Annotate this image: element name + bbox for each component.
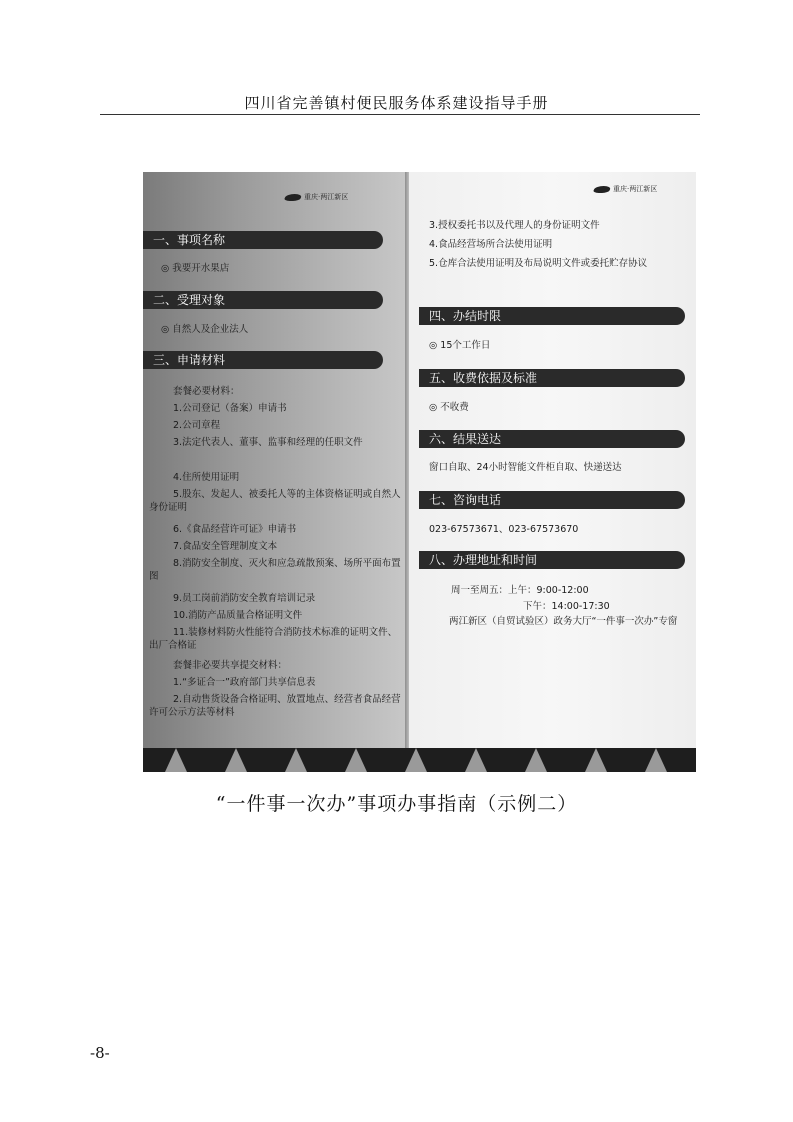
time-limit-value: ◎ 15个工作日 bbox=[429, 340, 491, 351]
materials-required-label: 套餐必要材料： bbox=[173, 386, 240, 397]
hours-afternoon: 下午：14:00-17:30 bbox=[523, 601, 610, 612]
brochure-right-panel bbox=[409, 172, 696, 772]
pattern-triangle bbox=[585, 748, 607, 772]
hours-morning: 周一至周五：上午：9:00-12:00 bbox=[451, 585, 589, 596]
section-heading-materials: 三、申请材料 bbox=[143, 351, 383, 369]
material-item: 9.员工岗前消防安全教育培训记录 bbox=[173, 593, 316, 604]
section-heading-delivery: 六、结果送达 bbox=[419, 430, 685, 448]
pattern-triangle bbox=[345, 748, 367, 772]
right-logo bbox=[594, 184, 657, 194]
material-item: 10.消防产品质量合格证明文件 bbox=[173, 610, 303, 621]
section-heading-phone: 七、咨询电话 bbox=[419, 491, 685, 509]
delivery-value: 窗口自取、24小时智能文件柜自取、快递送达 bbox=[429, 462, 622, 473]
material-item: 6.《食品经营许可证》申请书 bbox=[173, 524, 297, 535]
material-item: 4.住所使用证明 bbox=[173, 472, 240, 483]
header-rule bbox=[100, 114, 700, 115]
material-item: 7.食品安全管理制度文本 bbox=[173, 541, 278, 552]
brochure-photo bbox=[143, 172, 696, 772]
material-item: 1.“多证合一”政府部门共享信息表 bbox=[173, 677, 316, 688]
material-item: 2.自动售货设备合格证明、放置地点、经营者食品经营许可公示方法等材料 bbox=[149, 694, 401, 718]
bird-logo-icon bbox=[283, 194, 302, 201]
section-heading-time-limit: 四、办结时限 bbox=[419, 307, 685, 325]
left-logo bbox=[285, 192, 348, 202]
material-item: 1.公司登记（备案）申请书 bbox=[173, 403, 287, 414]
material-item: 8.消防安全制度、灭火和应急疏散预案、场所平面布置图 bbox=[149, 558, 401, 582]
material-item: 2.公司章程 bbox=[173, 420, 221, 431]
section-heading-item-name: 一、事项名称 bbox=[143, 231, 383, 249]
pattern-triangle bbox=[165, 748, 187, 772]
pattern-triangle bbox=[645, 748, 667, 772]
applicant-value: ◎ 自然人及企业法人 bbox=[161, 324, 249, 335]
material-item: 3.授权委托书以及代理人的身份证明文件 bbox=[429, 220, 600, 231]
material-item: 3.法定代表人、董事、监事和经理的任职文件 bbox=[173, 437, 363, 448]
material-item: 4.食品经营场所合法使用证明 bbox=[429, 239, 553, 250]
page-number: -8- bbox=[90, 1044, 110, 1062]
pattern-triangle bbox=[465, 748, 487, 772]
material-item: 11.装修材料防火性能符合消防技术标准的证明文件、出厂合格证 bbox=[149, 627, 398, 651]
figure-caption: “一件事一次办”事项办事指南（示例二） bbox=[215, 793, 578, 815]
materials-optional-label: 套餐非必要共享提交材料： bbox=[173, 660, 288, 671]
bird-logo-icon bbox=[592, 186, 611, 193]
phone-value: 023-67573671、023-67573670 bbox=[429, 524, 579, 535]
address-value: 两江新区（自贸试验区）政务大厅“一件事一次办”专窗 bbox=[449, 616, 678, 627]
material-item: 5.仓库合法使用证明及布局说明文件或委托贮存协议 bbox=[429, 258, 648, 269]
page-header-title: 四川省完善镇村便民服务体系建设指导手册 bbox=[244, 94, 549, 112]
pattern-triangle bbox=[525, 748, 547, 772]
section-heading-address: 八、办理地址和时间 bbox=[419, 551, 685, 569]
pattern-triangle bbox=[405, 748, 427, 772]
pattern-triangle bbox=[225, 748, 247, 772]
fees-value: ◎ 不收费 bbox=[429, 402, 469, 413]
item-name-value: ◎ 我要开水果店 bbox=[161, 263, 230, 274]
section-heading-applicant: 二、受理对象 bbox=[143, 291, 383, 309]
right-logo-text: 重庆·两江新区 bbox=[613, 185, 658, 193]
left-logo-text: 重庆·两江新区 bbox=[304, 193, 349, 201]
section-heading-fees: 五、收费依据及标准 bbox=[419, 369, 685, 387]
material-item: 5.股东、发起人、被委托人等的主体资格证明或自然人身份证明 bbox=[149, 489, 401, 513]
brochure-left-panel bbox=[143, 172, 409, 772]
pattern-triangle bbox=[285, 748, 307, 772]
